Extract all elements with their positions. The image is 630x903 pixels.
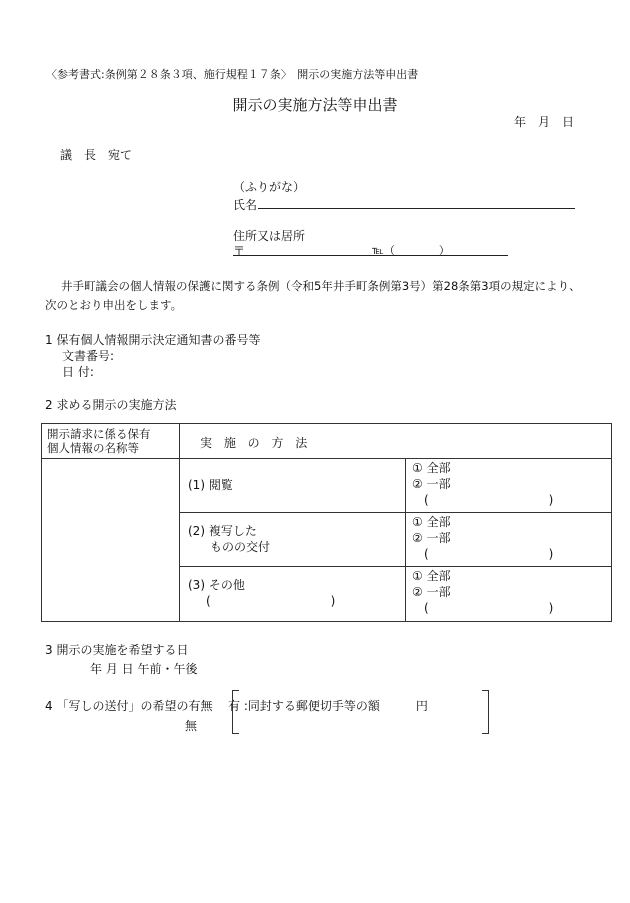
address-label: 住所又は居所	[233, 229, 306, 243]
col2-header: 実 施 の 方 法	[180, 424, 612, 459]
choice-paren-2: ( )	[424, 547, 554, 561]
method-label-1a: (1) 閲覧	[188, 478, 233, 492]
method-row-3	[180, 567, 406, 622]
name-field[interactable]	[258, 208, 575, 209]
choice-cell-3[interactable]	[406, 567, 612, 622]
document-title: 開示の実施方法等申出書	[232, 96, 398, 114]
choice-all-1[interactable]: ① 全部	[412, 461, 451, 475]
col1-header-line1: 開示請求に係る保有	[47, 427, 151, 441]
doc-number-label: 文書番号:	[62, 349, 115, 363]
method-label-2b: ものの交付	[210, 540, 271, 554]
choice-part-1[interactable]: ② 一部	[412, 477, 451, 491]
address-field[interactable]	[233, 255, 508, 256]
name-label: 氏名	[233, 198, 258, 212]
right-bracket	[482, 690, 489, 734]
choice-paren-1: ( )	[424, 493, 554, 507]
disclosure-method-table	[41, 423, 612, 622]
section1-heading: 1 保有個人情報開示決定通知書の番号等	[45, 333, 261, 347]
intro-line-1: 井手町議会の個人情報の保護に関する条例（令和5年井手町条例第3号）第28条第3項の規定により、	[61, 279, 581, 293]
section2-heading: 2 求める開示の実施方法	[45, 398, 177, 412]
col1-header	[42, 424, 180, 459]
choice-all-2[interactable]: ① 全部	[412, 515, 451, 529]
choice-part-2[interactable]: ② 一部	[412, 531, 451, 545]
preferred-date[interactable]: 年 月 日 午前・午後	[90, 662, 198, 676]
choice-all-3[interactable]: ① 全部	[412, 569, 451, 583]
reference-note: 〈参考書式:条例第２８条３項、施行規程１７条〉 開示の実施方法等申出書	[46, 68, 419, 81]
choice-part-3[interactable]: ② 一部	[412, 585, 451, 599]
method-label-2a: (2) 複写した	[188, 524, 257, 538]
date-line: 年 月 日	[514, 115, 575, 129]
tel-label: ℡（ ）	[372, 244, 450, 257]
method-label-3b[interactable]: ( )	[206, 594, 336, 608]
mailing-yes-option[interactable]: 有 :同封する郵便切手等の額 円	[228, 699, 428, 713]
info-name-cell[interactable]	[42, 459, 180, 622]
postal-mark: 〒	[233, 244, 246, 258]
section4-heading: 4 「写しの送付」の希望の有無	[45, 699, 213, 713]
furigana-label: （ふりがな）	[233, 180, 306, 194]
col1-header-line2: 個人情報の名称等	[47, 441, 139, 455]
choice-cell-2[interactable]	[406, 513, 612, 567]
method-row-1	[180, 459, 406, 513]
method-row-2	[180, 513, 406, 567]
mailing-no-option[interactable]: 無	[185, 719, 198, 733]
choice-cell-1[interactable]	[406, 459, 612, 513]
choice-paren-3: ( )	[424, 601, 554, 615]
doc-date-label: 日 付:	[62, 365, 94, 379]
left-bracket	[232, 690, 239, 734]
intro-line-2: 次のとおり申出をします。	[45, 298, 183, 312]
addressee: 議 長 宛て	[60, 148, 133, 162]
method-label-3a: (3) その他	[188, 578, 245, 592]
section3-heading: 3 開示の実施を希望する日	[45, 643, 189, 657]
